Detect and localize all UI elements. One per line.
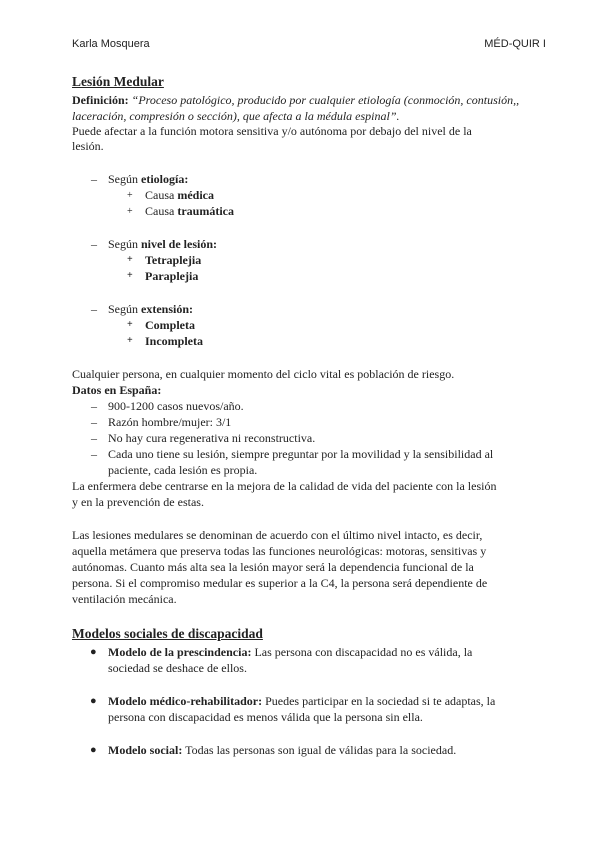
model-item <box>108 645 472 660</box>
classification-extension <box>108 302 193 317</box>
nurse-line-1: La enfermera debe centrarse en la mejora de la calidad de vida del paciente con la lesión <box>72 479 497 493</box>
affect-line-2: lesión. <box>72 139 104 153</box>
item-bold: Tetraplejia <box>145 253 202 267</box>
naming-line-1: Las lesiones medulares se denominan de acuerdo con el último nivel intacto, es decir, <box>72 528 483 542</box>
nurse-line-2: y en la prevención de estas. <box>72 495 204 509</box>
item-bold: Paraplejia <box>145 269 199 283</box>
dash-bullet: – <box>91 431 97 445</box>
list-item <box>145 269 198 284</box>
dot-bullet: ● <box>90 646 97 658</box>
classification-etiologia <box>108 172 188 187</box>
dash-bullet: – <box>91 415 97 429</box>
header-author: Karla Mosquera <box>72 38 150 50</box>
list-item <box>145 204 234 219</box>
plus-bullet: + <box>127 270 133 281</box>
model-label: Modelo social: <box>108 743 183 757</box>
definition-label: Definición: <box>72 93 129 107</box>
plus-bullet: + <box>127 254 133 265</box>
plus-bullet: + <box>127 190 133 201</box>
naming-line-3: autónomas. Cuanto más alta sea la lesión mayor será la dependencia funcional de la <box>72 560 474 574</box>
classification-key: extensión: <box>141 302 193 316</box>
dash-bullet: – <box>91 302 97 316</box>
definition-line-2: laceración, compresión o sección), que afecta a la médula espinal”. <box>72 109 400 123</box>
item-bold: médica <box>177 188 214 202</box>
risk-text: Cualquier persona, en cualquier momento del ciclo vital es población de riesgo. <box>72 367 455 381</box>
list-item <box>145 253 201 268</box>
model-item-cont: sociedad se deshace de ellos. <box>108 661 247 675</box>
classification-prefix: Según <box>108 172 141 186</box>
model-label: Modelo de la prescindencia: <box>108 645 252 659</box>
plus-bullet: + <box>127 335 133 346</box>
section-title-models: Modelos sociales de discapacidad <box>72 626 263 641</box>
dot-bullet: ● <box>90 744 97 756</box>
spain-item: Cada uno tiene su lesión, siempre preguntar por la movilidad y la sensibilidad al <box>108 447 494 461</box>
definition-text-1: “Proceso patológico, producido por cualquier etiología (conmoción, contusión,, <box>128 93 520 107</box>
classification-key: etiología: <box>141 172 189 186</box>
plus-bullet: + <box>127 319 133 330</box>
affect-line-1: Puede afectar a la función motora sensitiva y/o autónoma por debajo del nivel de la <box>72 124 472 138</box>
model-text: Puedes participar en la sociedad si te adaptas, la <box>262 694 496 708</box>
classification-nivel <box>108 237 217 252</box>
header-course: MÉD-QUIR I <box>484 38 546 50</box>
item-bold: traumática <box>177 204 234 218</box>
item-prefix: Causa <box>145 188 178 202</box>
list-item <box>145 188 214 203</box>
list-item <box>145 318 195 333</box>
section-title-lesion: Lesión Medular <box>72 74 164 89</box>
classification-key: nivel de lesión: <box>141 237 218 251</box>
item-bold: Incompleta <box>145 334 203 348</box>
item-prefix: Causa <box>145 204 178 218</box>
spain-label: Datos en España: <box>72 383 162 397</box>
dash-bullet: – <box>91 237 97 251</box>
naming-line-4: persona. Si el compromiso medular es superior a la C4, la persona será dependiente de <box>72 576 488 590</box>
model-item-cont: persona con discapacidad es menos válida que la persona sin ella. <box>108 710 423 724</box>
classification-prefix: Según <box>108 237 141 251</box>
dot-bullet: ● <box>90 695 97 707</box>
spain-item: 900-1200 casos nuevos/año. <box>108 399 244 413</box>
spain-item: Razón hombre/mujer: 3/1 <box>108 415 232 429</box>
definition-line-1 <box>72 93 519 108</box>
model-item <box>108 743 456 758</box>
spain-item-cont: paciente, cada lesión es propia. <box>108 463 258 477</box>
dash-bullet: – <box>91 172 97 186</box>
list-item <box>145 334 203 349</box>
dash-bullet: – <box>91 447 97 461</box>
naming-line-2: aquella metámera que preserva todas las funciones neurológicas: motoras, sensitivas y <box>72 544 487 558</box>
plus-bullet: + <box>127 206 133 217</box>
model-item <box>108 694 495 709</box>
spain-item: No hay cura regenerativa ni reconstructiva. <box>108 431 316 445</box>
item-bold: Completa <box>145 318 195 332</box>
model-text: Todas las personas son igual de válidas para la sociedad. <box>182 743 457 757</box>
dash-bullet: – <box>91 399 97 413</box>
model-label: Modelo médico-rehabilitador: <box>108 694 263 708</box>
classification-prefix: Según <box>108 302 141 316</box>
model-text: Las persona con discapacidad no es válida, la <box>251 645 473 659</box>
naming-line-5: ventilación mecánica. <box>72 592 177 606</box>
